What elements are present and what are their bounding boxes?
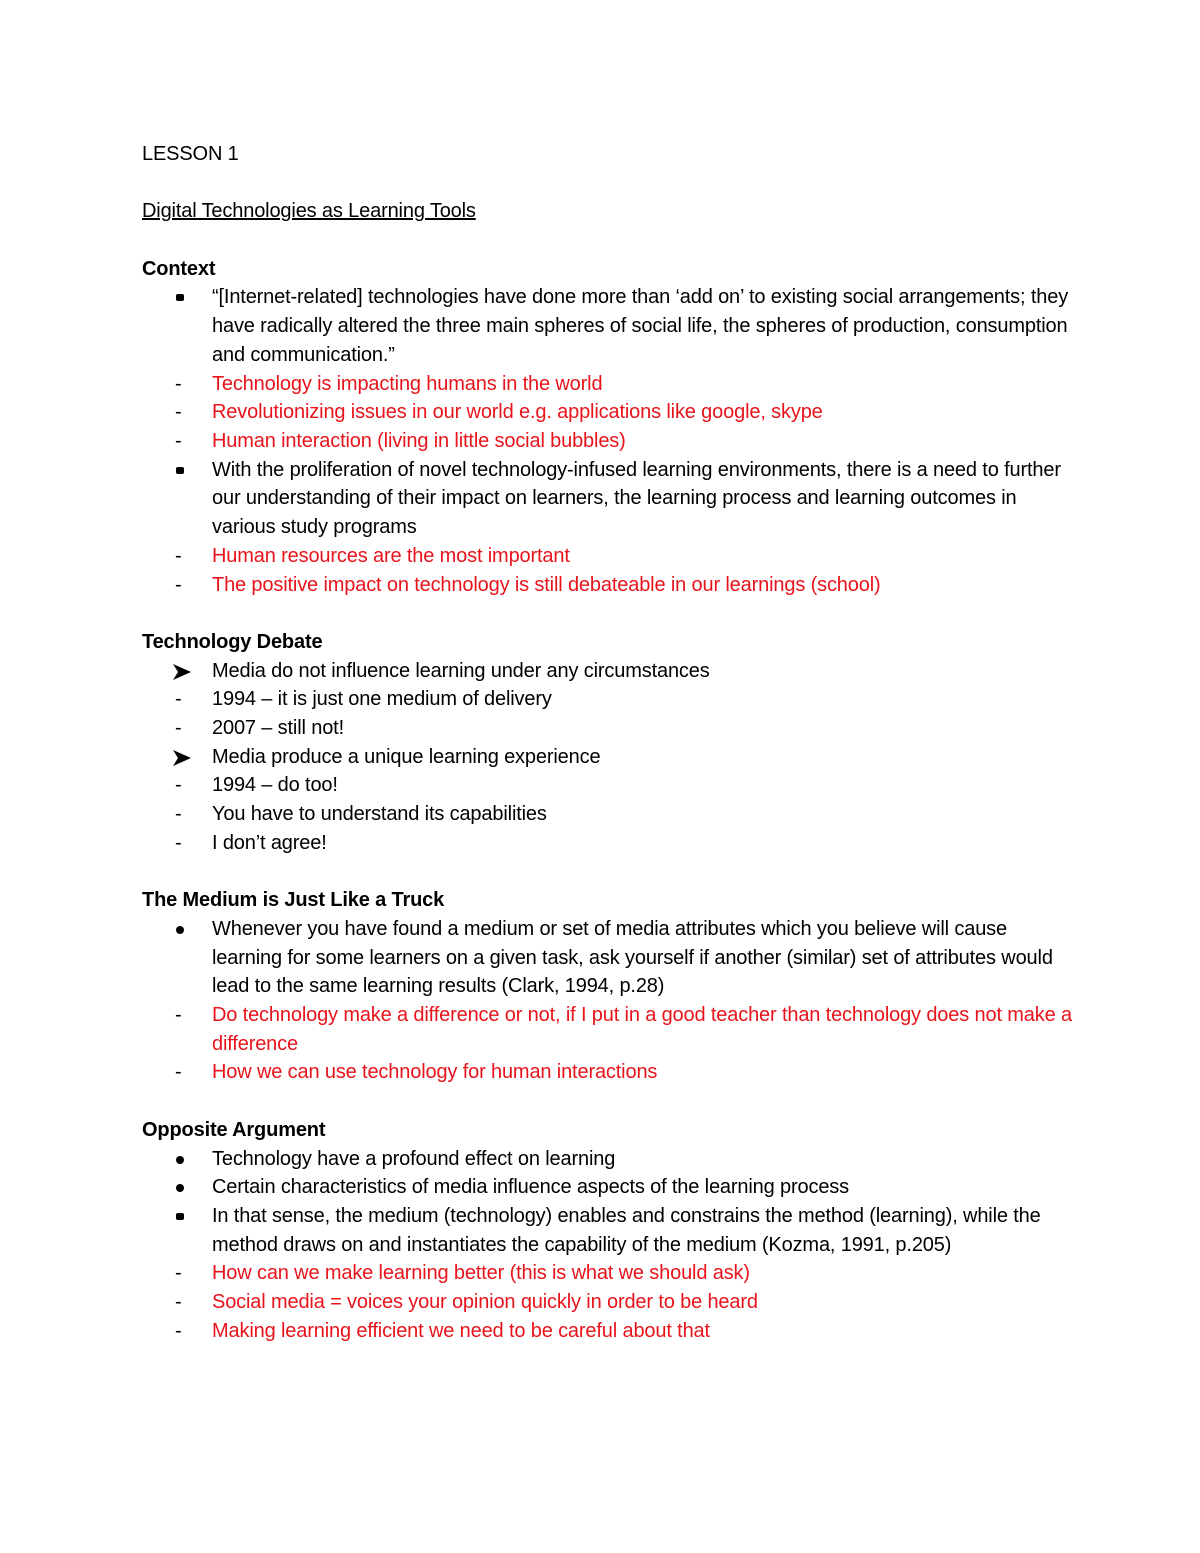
- list-item: [142, 427, 1082, 456]
- dash-icon: [172, 398, 196, 427]
- dash-icon: [172, 1288, 196, 1317]
- list-item: [142, 1259, 1082, 1288]
- list-item: [142, 829, 1082, 858]
- section-context: [142, 255, 1082, 599]
- list-item-text: Human resources are the most important: [212, 544, 570, 567]
- list-item-text: Revolutionizing issues in our world e.g. applications like google, skype: [212, 401, 823, 424]
- list-item: [142, 1202, 1082, 1259]
- section-heading: Context: [142, 257, 216, 280]
- section-heading: Technology Debate: [142, 630, 323, 653]
- list-item-text: You have to understand its capabilities: [212, 803, 547, 826]
- round-bullet-icon: [172, 915, 196, 944]
- section-heading: The Medium is Just Like a Truck: [142, 889, 445, 912]
- section-technology-debate: [142, 628, 1082, 858]
- dash-icon: [172, 1001, 196, 1030]
- arrow-bullet-icon: [172, 657, 196, 686]
- dash-icon: [172, 1259, 196, 1288]
- list-item-text: How we can use technology for human interactions: [212, 1061, 658, 1084]
- arrow-bullet-icon: [172, 743, 196, 772]
- spacer: [142, 226, 1082, 255]
- spacer: [142, 169, 1082, 198]
- dash-icon: [172, 370, 196, 399]
- dash-icon: [172, 685, 196, 714]
- list-item: [142, 542, 1082, 571]
- dash-icon: [172, 1058, 196, 1087]
- square-bullet-icon: [172, 283, 196, 312]
- list-item-text: Media produce a unique learning experience: [212, 745, 601, 768]
- list-item-text: Do technology make a difference or not, if I put in a good teacher than technology does not make a difference: [212, 1004, 1072, 1055]
- list-item: [142, 743, 1082, 772]
- list-item-text: Whenever you have found a medium or set of media attributes which you believe will cause learning for some learners on a given task, ask yourself if another (similar) set of attributes would lead to the same learning results (Clark, 1994, p.28): [212, 917, 1053, 998]
- list-item-text: The positive impact on technology is still debateable in our learnings (school): [212, 573, 881, 596]
- list-item-text: 1994 – do too!: [212, 774, 338, 797]
- list-item: [142, 685, 1082, 714]
- dash-icon: [172, 771, 196, 800]
- list-item: [142, 398, 1082, 427]
- list-item: [142, 771, 1082, 800]
- list-item: [142, 1145, 1082, 1174]
- list-item: [142, 714, 1082, 743]
- document-title: Digital Technologies as Learning Tools: [142, 200, 476, 223]
- list-item: [142, 571, 1082, 600]
- round-bullet-icon: [172, 1145, 196, 1174]
- list-item: [142, 800, 1082, 829]
- document-page: [142, 140, 1082, 1345]
- square-bullet-icon: [172, 456, 196, 485]
- list-item-text: Technology is impacting humans in the world: [212, 372, 603, 395]
- list-item: [142, 657, 1082, 686]
- list-item: [142, 1058, 1082, 1087]
- list-item-text: With the proliferation of novel technology-infused learning environments, there is a need to further our understanding of their impact on learners, the learning process and learning outcomes in various study programs: [212, 458, 1061, 539]
- lesson-label: LESSON 1: [142, 143, 239, 165]
- section-heading: Opposite Argument: [142, 1118, 326, 1141]
- dash-icon: [172, 427, 196, 456]
- dash-icon: [172, 800, 196, 829]
- section-the-medium-is-just-like-a-truck: [142, 886, 1082, 1087]
- spacer: [142, 599, 1082, 628]
- dash-icon: [172, 1317, 196, 1346]
- section-opposite-argument: [142, 1116, 1082, 1346]
- list-item-text: I don’t agree!: [212, 831, 327, 854]
- list-item-text: How can we make learning better (this is what we should ask): [212, 1262, 750, 1285]
- list-item-text: Human interaction (living in little social bubbles): [212, 430, 626, 452]
- square-bullet-icon: [172, 1202, 196, 1231]
- sections-container: [142, 255, 1082, 1346]
- dash-icon: [172, 571, 196, 600]
- list-item: [142, 370, 1082, 399]
- list-item-text: 1994 – it is just one medium of delivery: [212, 688, 552, 711]
- dash-icon: [172, 829, 196, 858]
- dash-icon: [172, 542, 196, 571]
- list-item: [142, 283, 1082, 369]
- dash-icon: [172, 714, 196, 743]
- list-item: [142, 456, 1082, 542]
- spacer: [142, 1087, 1082, 1116]
- list-item-text: Making learning efficient we need to be careful about that: [212, 1319, 710, 1342]
- list-item-text: “[Internet-related] technologies have done more than ‘add on’ to existing social arrangements; they have radically altered the three main spheres of social life, the spheres of production, consumption and communication.”: [212, 286, 1069, 366]
- list-item-text: Technology have a profound effect on learning: [212, 1147, 616, 1170]
- list-item: [142, 1001, 1082, 1058]
- list-item-text: Social media = voices your opinion quickly in order to be heard: [212, 1291, 758, 1314]
- list-item: [142, 915, 1082, 1001]
- list-item-text: Media do not influence learning under any circumstances: [212, 659, 710, 682]
- list-item: [142, 1317, 1082, 1346]
- list-item-text: In that sense, the medium (technology) enables and constrains the method (learning), while the method draws on and instantiates the capability of the medium (Kozma, 1991, p.205): [212, 1204, 1041, 1256]
- spacer: [142, 858, 1082, 887]
- list-item-text: Certain characteristics of media influence aspects of the learning process: [212, 1176, 850, 1199]
- list-item-text: 2007 – still not!: [212, 717, 344, 740]
- list-item: [142, 1173, 1082, 1202]
- list-item: [142, 1288, 1082, 1317]
- round-bullet-icon: [172, 1173, 196, 1202]
